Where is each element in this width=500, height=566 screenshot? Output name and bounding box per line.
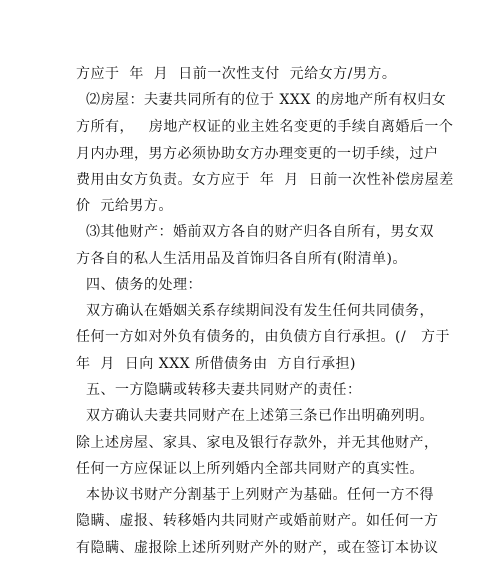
text-line: 双方确认在婚姻关系存续期间没有发生任何共同债务，	[86, 303, 434, 319]
section-heading: 四、债务的处理：	[86, 277, 202, 293]
text-line: 方所有， 房地产权证的业主姓名变更的手续自离婚后一个	[76, 119, 454, 135]
text-line: 方各自的私人生活用品及首饰归各自所有(附清单)。	[76, 251, 407, 267]
text-line: 除上述房屋、家具、家电及银行存款外，并无其他财产，	[76, 435, 439, 451]
text-line: ⑶其他财产：婚前双方各自的财产归各自所有，男女双	[86, 224, 434, 240]
text-line: 双方确认夫妻共同财产在上述第三条已作出明确列明。	[86, 408, 434, 424]
text-line: ⑵房屋：夫妻共同所有的位于 XXX 的房地产所有权归女	[86, 92, 447, 108]
text-line: 费用由女方负责。女方应于 年 月 日前一次性补偿房屋差	[76, 172, 454, 188]
text-line: 年 月 日向 XXX 所借债务由 方自行承担)	[76, 356, 356, 372]
section-heading: 五、一方隐瞒或转移夫妻共同财产的责任：	[86, 382, 362, 398]
text-line: 有隐瞒、虚报除上述所列财产外的财产，或在签订本协议	[76, 540, 439, 556]
text-line: 隐瞒、虚报、转移婚内共同财产或婚前财产。如任何一方	[76, 513, 439, 529]
text-line: 任何一方应保证以上所列婚内全部共同财产的真实性。	[76, 461, 424, 477]
text-line: 本协议书财产分割基于上列财产为基础。任何一方不得	[86, 487, 434, 503]
text-line: 月内办理，男方必须协助女方办理变更的一切手续，过户	[76, 146, 439, 162]
text-line: 方应于 年 月 日前一次性支付 元给女方/男方。	[76, 66, 397, 82]
text-line: 价 元给男方。	[76, 198, 173, 214]
text-line: 任何一方如对外负有债务的，由负债方自行承担。(/ 方于	[76, 329, 451, 345]
